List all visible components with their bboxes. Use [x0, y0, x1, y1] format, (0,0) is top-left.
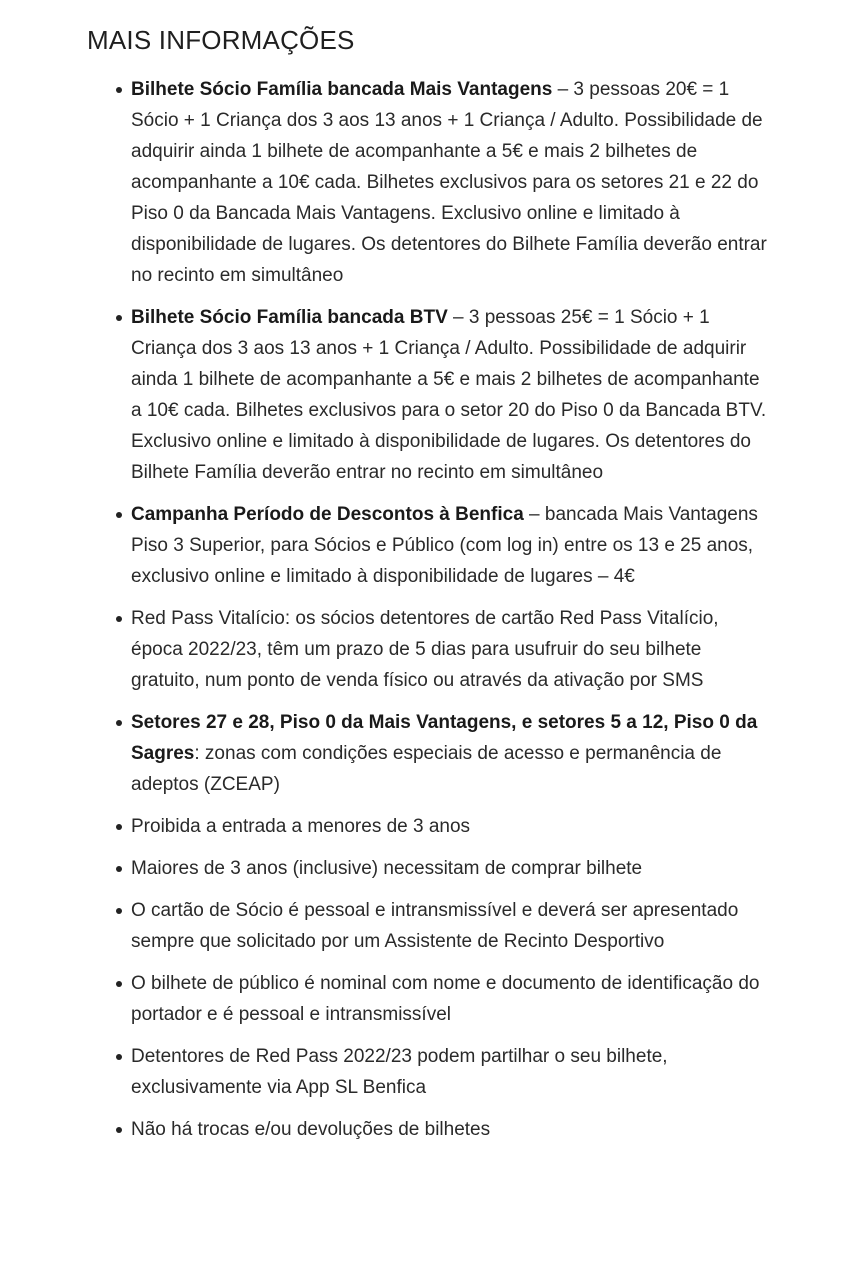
list-item [131, 853, 767, 884]
bullet-icon [116, 87, 122, 93]
list-item-bold: Setores 27 e 28, Piso 0 da Mais Vantagens, e setores 5 a 12, Piso 0 da Sagres [131, 712, 758, 764]
list-item-text: – bancada Mais Vantagens Piso 3 Superior, para Sócios e Público (com log in) entre os 13 e 25 anos, exclusivo online e limitado à disponibilidade de lugares – 4€ [131, 504, 758, 587]
list-item-bold: Bilhete Sócio Família bancada Mais Vantagens [131, 79, 553, 100]
bullet-icon [116, 866, 122, 872]
bullet-icon [116, 315, 122, 321]
info-list [87, 74, 767, 1145]
list-item [131, 74, 767, 291]
list-item-bold: Campanha Período de Descontos à Benfica [131, 504, 524, 525]
bullet-icon [116, 512, 122, 518]
list-item [131, 1041, 767, 1103]
list-item-text: Detentores de Red Pass 2022/23 podem partilhar o seu bilhete, exclusivamente via App SL Benfica [131, 1046, 668, 1098]
section-title: MAIS INFORMAÇÕES [87, 25, 355, 55]
list-item [131, 895, 767, 957]
bullet-icon [116, 1054, 122, 1060]
list-item-text: O cartão de Sócio é pessoal e intransmissível e deverá ser apresentado sempre que solicitado por um Assistente de Recinto Desportivo [131, 900, 739, 952]
bullet-icon [116, 1127, 122, 1133]
list-item [131, 302, 767, 488]
list-item-text: Proibida a entrada a menores de 3 anos [131, 816, 471, 837]
list-item-text: – 3 pessoas 25€ = 1 Sócio + 1 Criança dos 3 aos 13 anos + 1 Criança / Adulto. Possibilidade de adquirir ainda 1 bilhete de acompanhante a 5€ e mais 2 bilhetes de acompanhante a 10€ cada. Bilhetes exclusivos para o setor 20 do Piso 0 da Bancada BTV. Exclusivo online e limitado à disponibilidade de lugares. Os detentores do Bilhete Família deverão entrar no recinto em simultâneo [131, 307, 767, 483]
list-item-text: Maiores de 3 anos (inclusive) necessitam de comprar bilhete [131, 858, 643, 879]
bullet-icon [116, 981, 122, 987]
bullet-icon [116, 908, 122, 914]
bullet-icon [116, 616, 122, 622]
list-item [131, 603, 767, 696]
list-item-text: Não há trocas e/ou devoluções de bilhetes [131, 1119, 491, 1140]
list-item-bold: Bilhete Sócio Família bancada BTV [131, 307, 448, 328]
list-item [131, 499, 767, 592]
list-item [131, 811, 767, 842]
list-item-text: O bilhete de público é nominal com nome e documento de identificação do portador e é pessoal e intransmissível [131, 973, 760, 1025]
bullet-icon [116, 824, 122, 830]
list-item-text: Red Pass Vitalício: os sócios detentores de cartão Red Pass Vitalício, época 2022/23, têm um prazo de 5 dias para usufruir do seu bilhete gratuito, num ponto de venda físico ou através da ativação por SMS [131, 608, 719, 691]
list-item-text: – 3 pessoas 20€ = 1 Sócio + 1 Criança dos 3 aos 13 anos + 1 Criança / Adulto. Possibilidade de adquirir ainda 1 bilhete de acompanhante a 5€ e mais 2 bilhetes de acompanhante a 10€ cada. Bilhetes exclusivos para os setores 21 e 22 do Piso 0 da Bancada Mais Vantagens. Exclusivo online e limitado à disponibilidade de lugares. Os detentores do Bilhete Família deverão entrar no recinto em simultâneo [131, 79, 767, 286]
list-item-text: : zonas com condições especiais de acesso e permanência de adeptos (ZCEAP) [131, 743, 722, 795]
bullet-icon [116, 720, 122, 726]
list-item [131, 1114, 767, 1145]
list-item [131, 707, 767, 800]
list-item [131, 968, 767, 1030]
